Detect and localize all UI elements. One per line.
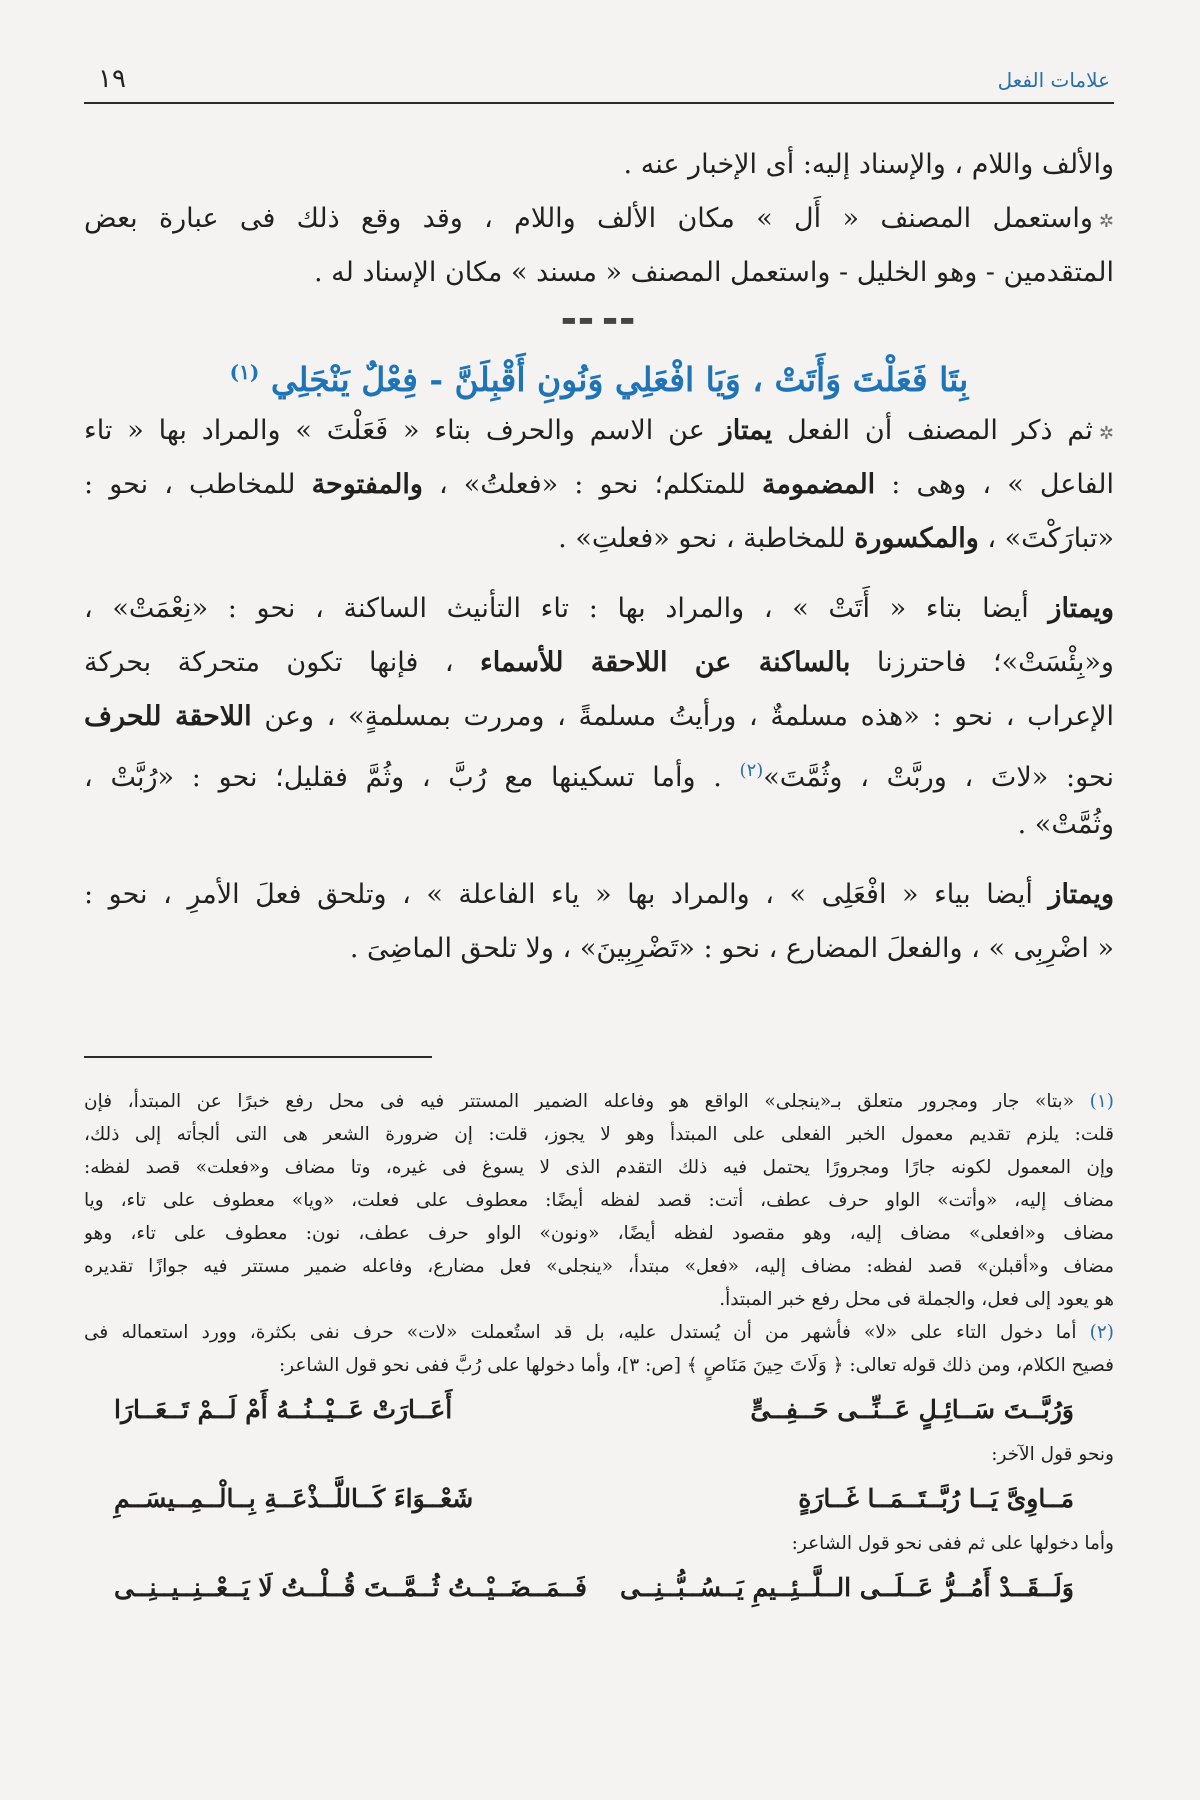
text-line: الفاعل » ، وهى : المضمومة للمتكلم؛ نحو : «فعلتُ» ، والمفتوحة للمخاطب ، نحو : xyxy=(84,469,1114,500)
page-number: ١٩ xyxy=(98,64,126,94)
footnote-line: وإن المعمول لكونه جارًا ومجرورًا يحتمل فيه ذلك التقدم الذى لا يسوغ فى غيره، وتا مضاف و«فعلت» قصد لفظه: xyxy=(84,1157,1114,1178)
text-line: والألف واللام ، والإسناد إليه: أى الإخبار عنه . xyxy=(623,149,1114,180)
text-line: المتقدمين - وهو الخليل - واستعمل المصنف « مسند » مكان الإسناد له . xyxy=(314,257,1114,288)
text-line: « اضْرِبِى » ، والفعلَ المضارع ، نحو : «تَضْرِبِينَ» ، ولا تلحق الماضِىَ . xyxy=(349,933,1114,964)
poem-verse xyxy=(84,1382,1114,1438)
text-line: الإعراب ، نحو : «هذه مسلمةٌ ، ورأيتُ مسلمةً ، ومررت بمسلمةٍ» ، وعن اللاحقة للحرف xyxy=(84,701,1114,732)
footnote-line: قلت: يلزم تقديم معمول الخبر الفعلى على المبتدأ وهو لا يجوز، قلت: إن ضرورة الشعر هى التى ألجأته إلى ذلك، xyxy=(84,1124,1114,1145)
main-text xyxy=(84,138,1114,976)
footnote-line: مضاف و«أقبلن» قصد لفظه: مضاف إليه، «فعل» مبتدأ، «ينجلى» فعل مضارع، وفاعله ضمير مستتر فيه جوازًا تقديره xyxy=(84,1256,1114,1277)
text-line: ويمتاز أيضا بتاء « أَتَتْ » ، والمراد بها : تاء التأنيث الساكنة ، نحو : «نِعْمَتْ» ، xyxy=(84,593,1114,624)
footnote-line: مضاف إليه، «وأتت» الواو حرف عطف، أتت: قصد لفظه أيضًا: معطوف على فعلت، «ويا» معطوف على تاء، ويا xyxy=(84,1190,1114,1211)
running-header xyxy=(84,62,1114,104)
footnote-ref: (٢) xyxy=(739,760,764,781)
poem-verse xyxy=(84,1560,1114,1616)
asterisk-icon: ✲ xyxy=(1098,423,1114,444)
poem-verse xyxy=(84,1471,1114,1527)
footnote-line: هو يعود إلى فعل، والجملة فى محل رفع خبر المبتدأ. xyxy=(719,1289,1114,1310)
alfiyya-verse: بِتَا فَعَلْتَ وَأَتَتْ ، وَيَا افْعَلِي وَنُونِ أَقْبِلَنَّ - فِعْلٌ يَنْجَلِي $^{(١)}$ xyxy=(229,360,969,399)
hemistich: وَرُبَّــتَ سَــائِـلٍ عَــنِّــى حَــفِــىٍّ xyxy=(750,1395,1074,1424)
footnote-line: وأما دخولها على ثم ففى نحو قول الشاعر: xyxy=(791,1533,1114,1554)
hemistich: فَــمَــضَــيْــتُ ثُــمَّــتَ قُــلْــتُ لَا يَــعْــنِــيــنِــى xyxy=(114,1573,587,1602)
hemistich: شَعْــوَاءَ كَــاللَّــذْعَــةِ بِــالْــمِــيسَــمِ xyxy=(114,1484,474,1513)
hemistich: مَــاوِىَّ يَــا رُبَّــتَــمَــا غَــارَةٍ xyxy=(798,1484,1074,1513)
hemistich: أَعَــارَتْ عَــيْــنُــهُ أَمْ لَــمْ تَــعَــارَا xyxy=(114,1395,453,1424)
footnote-line: فصيح الكلام، ومن ذلك قوله تعالى: ﴿ وَلَاتَ حِينَ مَنَاصٍ ﴾ [ص: ٣]، وأما دخولها على رُبَّ ففى نحو قول الشاعر: xyxy=(278,1355,1114,1376)
footnote-line: ونحو قول الآخر: xyxy=(991,1444,1114,1465)
text-line: و«بِئْسَتْ»؛ فاحترزنا بالساكنة عن اللاحقة للأسماء ، فإنها تكون متحركة بحركة xyxy=(84,647,1114,678)
footnote-line: مضاف و«افعلى» مضاف إليه، وهو مقصود لفظه أيضًا، «ونون» الواو حرف عطف، نون: معطوف على تاء، وهو xyxy=(84,1223,1114,1244)
text-line: ✲ثم ذكر المصنف أن الفعل يمتاز عن الاسم والحرف بتاء « فَعَلْتَ » والمراد بها « تاء xyxy=(84,415,1114,446)
text-line: وثُمَّتْ» . xyxy=(1017,809,1114,840)
text-line: نحو: «لاتَ ، وربَّتْ ، وثُمَّتَ»$^{(٢)}$ . وأما تسكينها مع رُبَّ ، وثُمَّ فقليل؛ نحو : «رُبَّتْ ، xyxy=(84,760,1114,793)
asterisk-icon: ✲ xyxy=(1098,211,1114,232)
footnotes xyxy=(84,1085,1114,1616)
footnote-separator xyxy=(84,1056,432,1058)
text-line: ✲واستعمل المصنف « أَل » مكان الألف واللام ، وقد وقع ذلك فى عبارة بعض xyxy=(84,203,1114,234)
section-divider: ▬▬ ▬▬ xyxy=(561,310,637,329)
hemistich: وَلَــقَــدْ أَمُــرُّ عَــلَــى الــلَّــئِــيمِ يَــسُــبُّــنِــى xyxy=(620,1573,1074,1602)
footnote-line: (٢) أما دخول التاء على «لا» فأشهر من أن يُستدل عليه، بل قد استُعملت «لات» حرف نفى بكثرة، وورد استعماله فى xyxy=(84,1322,1114,1343)
footnote-line: (١) «بتا» جار ومجرور متعلق بـ«ينجلى» الواقع هو وفاعله الضمير المستتر فيه فى محل رفع خبرًا عن المبتدأ، فإن xyxy=(84,1091,1114,1112)
text-line: ويمتاز أيضا بياء « افْعَلِى » ، والمراد بها « ياء الفاعلة » ، وتلحق فعلَ الأمرِ ، نحو : xyxy=(84,879,1114,910)
text-line: «تبارَكْتَ» ، والمكسورة للمخاطبة ، نحو «فعلتِ» . xyxy=(558,523,1114,554)
chapter-title: علامات الفعل xyxy=(997,68,1110,92)
footnote-ref: (١) xyxy=(229,360,260,384)
